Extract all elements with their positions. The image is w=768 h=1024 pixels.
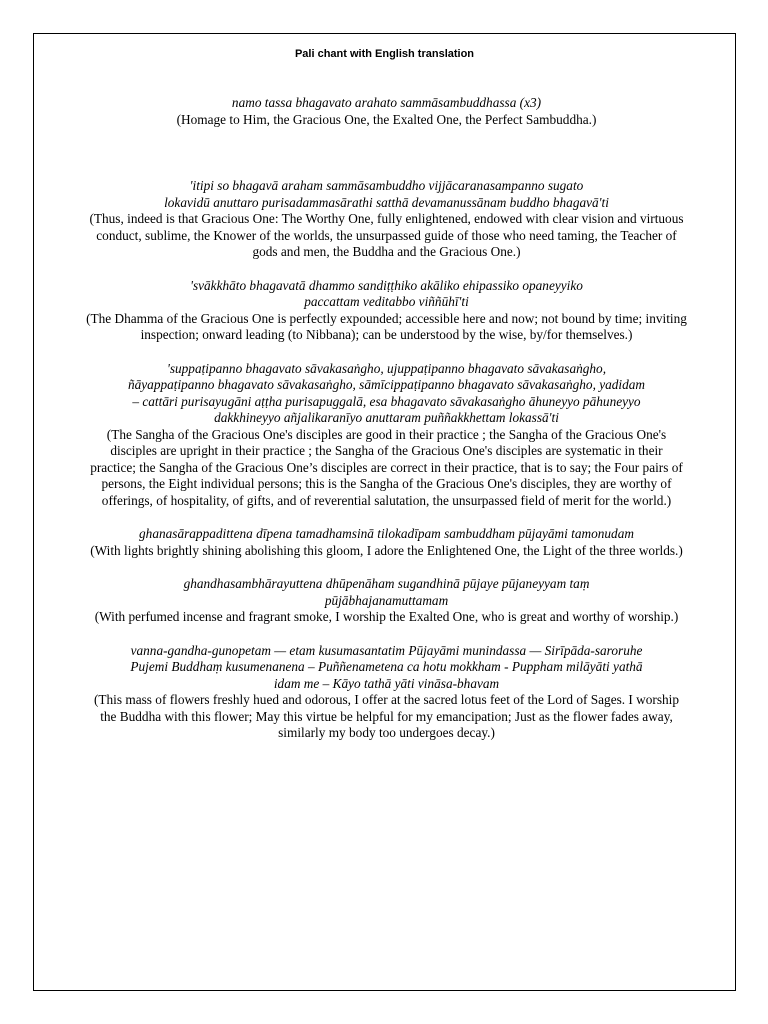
pali-text: lokavidū anuttaro purisadammasārathi satthā devamanussānam buddho bhagavā'ti	[164, 194, 609, 210]
pali-text: namo tassa bhagavato arahato sammāsambuddhassa (x3)	[231, 95, 542, 110]
pali-text: pūjābhajanamuttamam	[324, 592, 449, 608]
pali-text: 'itipi so bhagavā araham sammāsambuddho vijjācaranasampanno sugato	[189, 178, 584, 193]
stanza-dhamma	[86, 278, 687, 344]
pali-text: ñāyappaṭipanno bhagavato sāvakasaṅgho, sāmīcippaṭipanno bhagavato sāvakasaṅgho, yadidam	[127, 377, 646, 392]
document-title: Pali chant with English translation	[294, 48, 475, 60]
pali-text: paccattam veditabbo viññūhī'ti	[304, 294, 469, 309]
stanza-lights	[86, 526, 687, 559]
pali-text: ghanasārappadittena dīpena tamadhamsinā tilokadīpam sambuddham pūjayāmi tamonudam	[139, 526, 634, 541]
pali-text: 'svākkhāto bhagavatā dhammo sandiṭṭhiko akāliko ehipassiko opaneyyiko	[190, 277, 583, 293]
pali-text: ghandhasambhārayuttena dhūpenāham sugandhinā pūjaye pūjaneyyam taṃ	[183, 576, 590, 591]
english-translation: (With lights brightly shining abolishing this gloom, I adore the Enlightened One, the Light of the three worlds.)	[90, 542, 683, 558]
pali-text: dakkhineyyo añjalikaranīyo anuttaram puññakkhettam lokassā'ti	[214, 410, 559, 425]
pali-text: – cattāri purisayugāni aṭṭha purisapuggalā, esa bhagavato sāvakasaṅgho āhuneyyo pāhuneyyo	[132, 393, 641, 409]
english-translation: (The Dhamma of the Gracious One is perfectly expounded; accessible here and now; not bound by time; inviting inspection; onward leading (to Nibbana); can be understood by the wise, by/for themselves.)	[86, 310, 687, 342]
document-body	[86, 95, 687, 742]
stanza-incense	[86, 576, 687, 626]
english-translation: (Thus, indeed is that Gracious One: The Worthy One, fully enlightened, endowed with clear vision and virtuous conduct, sublime, the Knower of the worlds, the unsurpassed guide of those who need taming, the Teacher of gods and men, the Buddha and the Gracious One.)	[89, 211, 684, 259]
stanza-sangha	[86, 361, 687, 510]
stanza-buddha	[86, 178, 687, 261]
pali-text: vanna-gandha-gunopetam — etam kusumasantatim Pūjayāmi munindassa — Sirīpāda-saroruhe	[130, 642, 643, 658]
pali-text: 'suppaṭipanno bhagavato sāvakasaṅgho, ujuppaṭipanno bhagavato sāvakasaṅgho,	[166, 360, 607, 376]
pali-text: idam me – Kāyo tathā yāti vināsa-bhavam	[273, 675, 500, 691]
pali-text: Pujemi Buddhaṃ kusumenanena – Puññenametena ca hotu mokkham - Puppham milāyāti yathā	[130, 659, 643, 674]
english-translation: (The Sangha of the Gracious One's disciples are good in their practice ; the Sangha of the Gracious One's disciples are upright in their practice ; the Sangha of the Gracious One's disciples are systematic in their practice; the Sangha of the Gracious One’s disciples are correct in their practice, that is to say; the Four pairs of persons, the Eight individual persons; this is the Sangha of the Gracious One's disciples, they are worthy of offerings, of hospitality, of gifts, and of reverential salutation, the unsurpassed field of merit for the world.)	[90, 426, 683, 508]
stanza-homage	[86, 95, 687, 128]
english-translation: (With perfumed incense and fragrant smoke, I worship the Exalted One, who is great and worthy of worship.)	[94, 609, 679, 624]
stanza-flowers	[86, 643, 687, 742]
english-translation: (Homage to Him, the Gracious One, the Exalted One, the Perfect Sambuddha.)	[176, 111, 597, 127]
document-page	[33, 33, 736, 991]
english-translation: (This mass of flowers freshly hued and odorous, I offer at the sacred lotus feet of the Lord of Sages. I worship the Buddha with this flower; May this virtue be helpful for my emancipation; Just as the flower fades away, similarly my body too undergoes decay.)	[93, 692, 680, 740]
